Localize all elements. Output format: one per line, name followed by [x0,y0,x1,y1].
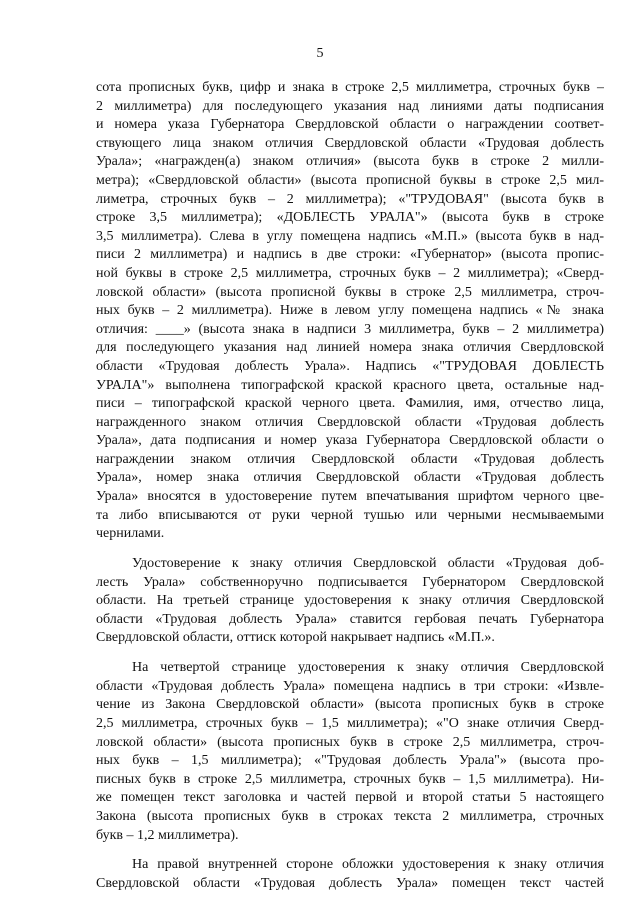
text-line: 2,5 миллиметра, строчных букв – 1,5 миллиметра); «"О знаке отличия Сверд- [96,715,604,731]
text-line: На четвертой странице удостоверения к знаку отличия Свердловской [132,660,604,676]
document-body [96,79,604,894]
text-line: награждении знаком отличия Свердловской области «Трудовая доблесть [96,451,604,467]
text-line: метра); «Свердловской области» (высота прописной буквы в строке 2,5 мил- [96,172,604,188]
text-line: та либо вписываются от руки черной тушью или черными несмываемыми [96,507,604,523]
text-line: Урала» вносятся в удостоверение путем впечатывания шрифтом черного цве- [96,489,604,505]
text-line: ловской области» (высота прописных букв в строке 2,5 миллиметра, строч- [96,734,604,750]
text-line: же помещен текст заголовка и частей первой и второй статьи 5 настоящего [96,790,604,806]
text-line: сота прописных букв, цифр и знака в строке 2,5 миллиметра, строчных букв – [96,80,604,95]
text-line: области. На третьей странице удостоверения к знаку отличия Свердловской [96,593,604,609]
text-line: чернилами. [96,526,165,542]
text-line: писи 2 миллиметра) и надпись в две строки: «Губернатор» (высота пропис- [96,247,604,263]
text-line: области «Трудовая доблесть Урала». Надпись «"ТРУДОВАЯ ДОБЛЕСТЬ [96,358,604,374]
text-line: Удостоверение к знаку отличия Свердловской области «Трудовая доб- [132,556,604,572]
text-line: строке 3,5 миллиметра); «ДОБЛЕСТЬ УРАЛА"» (высота букв в строке [96,210,604,226]
text-line: Урала», номер знака отличия Свердловской области «Трудовая доблесть [96,470,604,486]
page-number: 5 [316,46,324,61]
text-line: На правой внутренней стороне обложки удостоверения к знаку отличия [132,857,604,873]
paragraph-gap [96,648,604,659]
text-line: лесть Урала» собственноручно подписывается Губернатором Свердловской [96,574,604,590]
text-line: ловской области» (высота прописной буквы в строке 2,5 миллиметра, строч- [96,284,604,300]
text-line: для последующего указания над линией номера знака отличия Свердловской [96,340,604,356]
paragraph [96,856,604,893]
text-line: Урала», дата подписания и номер указа Губернатора Свердловской области о [96,433,604,449]
text-line: награжденного знаком отличия Свердловской области «Трудовая доблесть [96,414,604,430]
text-line: ной буквы в строке 2,5 миллиметра, строчных букв – 2 миллиметра); «Сверд- [96,265,604,281]
text-line: ствующего лица знаком отличия Свердловской области «Трудовая доблесть [96,135,604,151]
paragraph [96,555,604,648]
text-line: чение из Закона Свердловской области» (высота прописных букв в строке [96,697,604,713]
text-line: УРАЛА"» выполнена типографской краской красного цвета, остальные над- [96,377,604,393]
text-line: Закона (высота прописных букв в строках текста 2 миллиметра, строчных [96,808,604,824]
paragraph-gap [96,544,604,555]
text-line: области «Трудовая доблесть Урала» помещена надпись в три строки: «Извле- [96,678,604,694]
text-line: Свердловской области «Трудовая доблесть Урала» помещен текст частей [96,875,604,891]
paragraph [96,659,604,845]
text-line: лиметра, строчных букв – 2 миллиметра); «"ТРУДОВАЯ" (высота букв в [96,191,604,207]
paragraph-gap [96,845,604,856]
text-line: 2 миллиметра) для последующего указания над линиями даты подписания [96,98,604,114]
text-line: 3,5 миллиметра). Слева в углу помещена надпись «М.П.» (высота букв в над- [96,228,604,244]
text-line: отличия: ____» (высота знака в надписи 3 миллиметра, букв – 2 миллиметра) [96,321,604,337]
text-line: и номера указа Губернатора Свердловской области о награждении соответ- [96,117,604,133]
text-line: писи – типографской краской черного цвета. Фамилия, имя, отчество лица, [96,396,604,412]
text-line: Свердловской области, оттиск которой накрывает надпись «М.П.». [96,630,495,646]
text-line: ных букв – 1,5 миллиметра); «"Трудовая доблесть Урала"» (высота про- [96,753,604,769]
text-line: области «Трудовая доблесть Урала» ставится гербовая печать Губернатора [96,611,604,627]
paragraph [96,79,604,544]
text-line: Урала»; «награжден(а) знаком отличия» (высота букв в строке 2 милли- [96,154,604,170]
text-line: ных букв – 2 миллиметра). Ниже в левом углу помещена надпись «№ знака [96,303,604,319]
text-line: букв – 1,2 миллиметра). [96,827,239,843]
text-line: писных букв в строке 2,5 миллиметра, строчных букв – 1,5 миллиметра). Ни- [96,771,604,787]
